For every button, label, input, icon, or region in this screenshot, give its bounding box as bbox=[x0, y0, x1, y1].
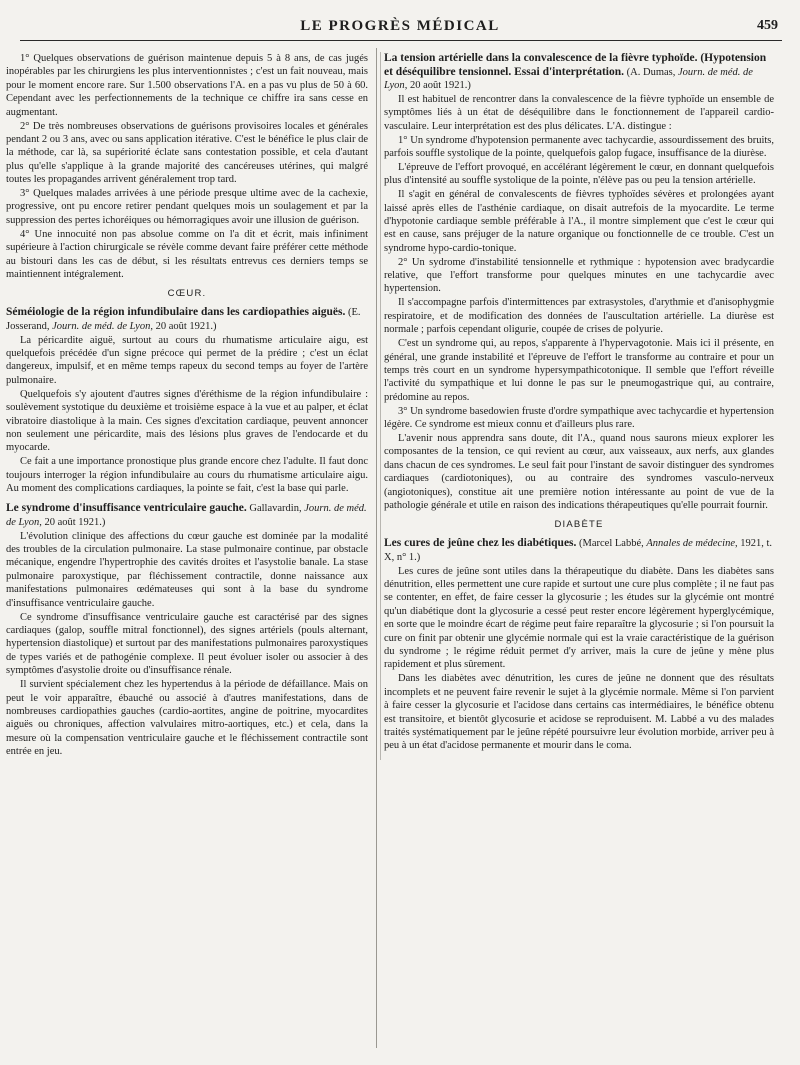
article-cures-de-jeune bbox=[384, 537, 774, 752]
article-title-text: La tension artérielle dans la convalescence de la fièvre typhoïde. (Hypotension et déséquilibre tensionnel. Essai d'interprétation. bbox=[384, 52, 767, 78]
article-paragraph: Ce fait a une importance pronostique plus grande encore chez l'adulte. Il faut donc toujours interroger la région infundibulaire au cours du rhumatisme articulaire aigu. Au moment des complications cardiaques, la pointe se fait, c'est la base qui parle. bbox=[6, 456, 368, 495]
article-paragraph: Il s'accompagne parfois d'intermittences par extrasystoles, d'arythmie et d'anisophygmie respiratoire, et de modification des données de l'auscultation artérielle. La diurèse est normale ; parfois cependant oligurie, coupée de crises de polyurie. bbox=[384, 297, 774, 336]
article-title-text: Les cures de jeûne chez les diabétiques. bbox=[384, 537, 577, 550]
article-paragraph: 3° Un syndrome basedowien fruste d'ordre sympathique avec tachycardie et hypertension légère. Ce syndrome est mieux connu et d'ailleurs plus rare. bbox=[384, 405, 774, 431]
article-paragraph: Les cures de jeûne sont utiles dans la thérapeutique du diabète. Dans les diabètes sans dénutrition, elles permettent une cure rapide et surtout une cure plus complète ; il ne faut pas se contenter, en effet, de faire cesser la glycosurie ; les études sur la glycémie ont montré qu'un diabétique dont la glycosurie a cessé peut rester encore légèrement hyperglycémique, en sorte que le moindre écart de régime peut faire reparaître la glycosurie ; si l'on poursuit la cure on finit par obtenir une glycémie normale qui est la vraie caractéristique de la guérison du syndrome ; le régime réduit permet d'y arriver, mais la cure de jeûne y mène plus rapidement et plus sûrement. bbox=[384, 565, 774, 671]
article-paragraph: Il est habituel de rencontrer dans la convalescence de la fièvre typhoïde un ensemble de symptômes liés à un état de déséquilibre dans le fonctionnement de l'appareil cardio-vasculaire. Leur interprétation est des plus délicates. L'A. distingue : bbox=[384, 93, 774, 132]
article-paragraph: L'épreuve de l'effort provoqué, en accélérant légèrement le cœur, en donnant quelquefois plus d'intensité au souffle systolique de la pointe, n'élève pas ou peu la tension artérielle. bbox=[384, 161, 774, 187]
header-rule bbox=[20, 40, 782, 41]
citation-date: , 20 août 1921.) bbox=[150, 321, 217, 332]
citation-author: Gallavardin, bbox=[246, 503, 305, 515]
article-paragraph: L'évolution clinique des affections du cœur gauche est dominée par la modalité des troubles de la circulation pulmonaire. La stase pulmonaire continue, par obstacle mécanique, engendre l'hypertrophie des cavités droites et l'asystolie banale. La stase pulmonaire paroxystique, par fléchissement contractile, donne naissance aux manifestations pulmonaires œdémateuses qui sont à la base du syndrome d'insuffisance ventriculaire gauche. bbox=[6, 530, 368, 609]
article-paragraph: Quelquefois s'y ajoutent d'autres signes d'éréthisme de la région infundibulaire : soulèvement systotique du deuxième et troisième espace à la vue et au palper, et éclat vibratoire diastolique à la main. Ces signes d'excitation cardiaque, peuvent annoncer non seulement une péricardite, mais des lésions plus graves de l'endocarde et du myocarde. bbox=[6, 388, 368, 454]
citation-journal: Annales de médecine bbox=[646, 538, 736, 550]
article-paragraph: 2° Un sydrome d'instabilité tensionnelle et rythmique : hypotension avec bradycardie relative, que l'effort transforme pour quelques minutes en une tachycardie avec hypertension. bbox=[384, 256, 774, 295]
citation-author: (A. Dumas, bbox=[624, 66, 678, 78]
citation-journal: Journ. de méd. de Lyon bbox=[6, 503, 367, 529]
article-infundibulaire bbox=[6, 306, 368, 495]
citation-date: , 1921, t. X, n° 1.) bbox=[384, 538, 773, 563]
journal-title: LE PROGRÈS MÉDICAL bbox=[300, 18, 500, 34]
citation-author: (Marcel Labbé, bbox=[576, 538, 647, 550]
article-paragraph: Il s'agit en général de convalescents de fièvres typhoïdes sévères et prolongées ayant laissé après elles de l'asthénie cardiaque, on disait autrefois de la myocardite. Le terme d'hypotonie cardiaque semble préférable à l'A., il montre simplement que c'est le cœur qui est en cause, sans préjuger de la nature organique ou fonctionnelle de ce trouble. C'est un syndrome hypo-cardio-tonique. bbox=[384, 189, 774, 254]
intro-list bbox=[6, 52, 368, 281]
article-paragraph: Il survient spécialement chez les hypertendus à la période de défaillance. Mais on peut le voir apparaître, ébauché ou associé à d'autres manifestations, dans de nombreuses cardiopathies gauches (cardio-aortites, angine de poitrine, myocardites aiguës ou chroniques, affection valvulaires mitro-aortiques, etc.) et cela, dans la mesure où la compensation ventriculaire gauche et le fléchissement contractile sont entrée en jeu. bbox=[6, 679, 368, 758]
citation-journal: Journ. de méd. de Lyon bbox=[52, 321, 151, 332]
article-paragraph: 1° Un syndrome d'hypotension permanente avec tachycardie, assourdissement des bruits, parfois souffle systolique de la pointe, quelquefois galop fugace, insuffisance de la diurèse. bbox=[384, 134, 774, 159]
page-header bbox=[0, 16, 800, 42]
article-title-text: Séméiologie de la région infundibulaire dans les cardiopathies aiguës. bbox=[6, 306, 346, 319]
article-tension-arterielle bbox=[384, 52, 774, 512]
section-heading-diabete: DIABÈTE bbox=[554, 519, 604, 531]
column-divider bbox=[376, 48, 377, 1048]
article-title bbox=[384, 52, 774, 93]
article-paragraph: L'avenir nous apprendra sans doute, dit l'A., quand nous saurons mieux explorer les composantes de la tension, ce qui revient au cœur, aux vaisseaux, aux nerfs, aux glandes dans chacun de ces syndromes. Le seul fait pour l'instant de savoir distinguer des syndromes cardiaques (cardiotoniques), ou au contraire des syndromes vasculo-nerveux (angiotoniques), constitue ait une première notion intéressante au point de vue de la pathologie générale et utile en raison des indications thérapeutiques qu'elle pourrait fournir. bbox=[384, 432, 774, 511]
article-title bbox=[6, 306, 368, 333]
right-column bbox=[380, 52, 774, 760]
article-paragraph: Dans les diabètes avec dénutrition, les cures de jeûne ne donnent que des résultats incomplets et ne peuvent faire revenir le sujet à la glycémie normale. Même si l'on parvient à faire cesser la glycosurie et l'acidose dans certains cas intermédiaires, le bénéfice obtenu est transitoire, et bientôt glycosurie et acidose se reproduisent. M. Labbé a vu des malades traités systématiquement par le jeûne répété poursuivre leur évolution morbide, arriver peu à peu à un état d'acidose permanente et mourir dans le coma. bbox=[384, 673, 774, 752]
left-column bbox=[6, 52, 368, 766]
article-paragraph: La péricardite aiguë, surtout au cours du rhumatisme articulaire aigu, est quelquefois précédée d'un signe précoce qui permet de la prédire ; c'est un éclat dangereux, impulsif, et en même temps rapeux du second temps au foyer de l'artère pulmonaire. bbox=[6, 334, 368, 386]
section-heading-coeur: CŒUR. bbox=[167, 288, 207, 300]
citation-date: , 20 août 1921.) bbox=[404, 80, 471, 92]
intro-item: 3° Quelques malades arrivées à une période presque ultime avec de la cachexie, progressive, ont pu encore retirer pendant quelques mois un soulagement et par la suppression des pertes ichoréiques ou hémorragiques avoir une illusion de guérison. bbox=[6, 188, 368, 226]
citation-journal: Journ. de méd. de Lyon bbox=[384, 66, 753, 92]
article-paragraph: C'est un syndrome qui, au repos, s'apparente à l'hypervagotonie. Mais ici il présente, en général, une grande instabilité et l'épreuve de l'effort le transforme au contraire et pour un temps très court en un syndrome hypersympathicotonique. Il semble que l'effort réveille l'activité du sympathique et lui donne le pas sur le pneumogastrique qui, au contraire, prédomine au repos. bbox=[384, 338, 774, 403]
citation-date: , 20 août 1921.) bbox=[39, 517, 106, 529]
citation-author: (E. Josserand, bbox=[6, 307, 361, 332]
article-insuffisance-ventriculaire bbox=[6, 502, 368, 758]
intro-item: 2° De très nombreuses observations de guérisons provisoires locales et générales pendant 2 ou 3 ans, avec ou sans application itérative. C'est le bénéfice le plus clair de la méthode, car là, sa supériorité éclate sans contestation possible, et cela d'autant plus qu'elle s'applique à la grande majorité des cancéreuses utérines, qui malgré toutes les propagandes arrivent généralement trop tard. bbox=[6, 120, 368, 186]
article-title bbox=[384, 537, 774, 564]
intro-item: 1° Quelques observations de guérison maintenue depuis 5 à 8 ans, de cas jugés inopérables par les chirurgiens les plus interventionnistes ; c'est un fait nouveau, mais pour le moment encore rare. Sur 1.500 observations l'A. en a pas vu plus de 50 à 60. Cependant avec les perfectionnements de la technique ce chiffre ira sans cesse en augmentant. bbox=[6, 53, 368, 118]
page-number: 459 bbox=[757, 18, 778, 33]
intro-item: 4° Une innocuité non pas absolue comme on l'a dit et écrit, mais infiniment supérieure à l'action chirurgicale se révèle comme devant faire préférer cette méthode au bistouri dans les cas de début, si les résultats entrevus ces derniers temps se maintiennent intégralement. bbox=[6, 228, 368, 280]
article-title-text: Le syndrome d'insuffisance ventriculaire gauche. bbox=[6, 502, 247, 515]
article-paragraph: Ce syndrome d'insuffisance ventriculaire gauche est caractérisé par des signes cardiaques (galop, souffle mitral fonctionnel), des signes artériels (pouls alternant, hypertension diastolique) et surtout par des manifestations pulmonaires paroxystiques de types variés et de pathogénie complexe. Il peut évoluer isoler ou associer à des symptômes d'asystolie droite ou d'insuffisance rénale. bbox=[6, 611, 368, 677]
article-title bbox=[6, 502, 368, 529]
